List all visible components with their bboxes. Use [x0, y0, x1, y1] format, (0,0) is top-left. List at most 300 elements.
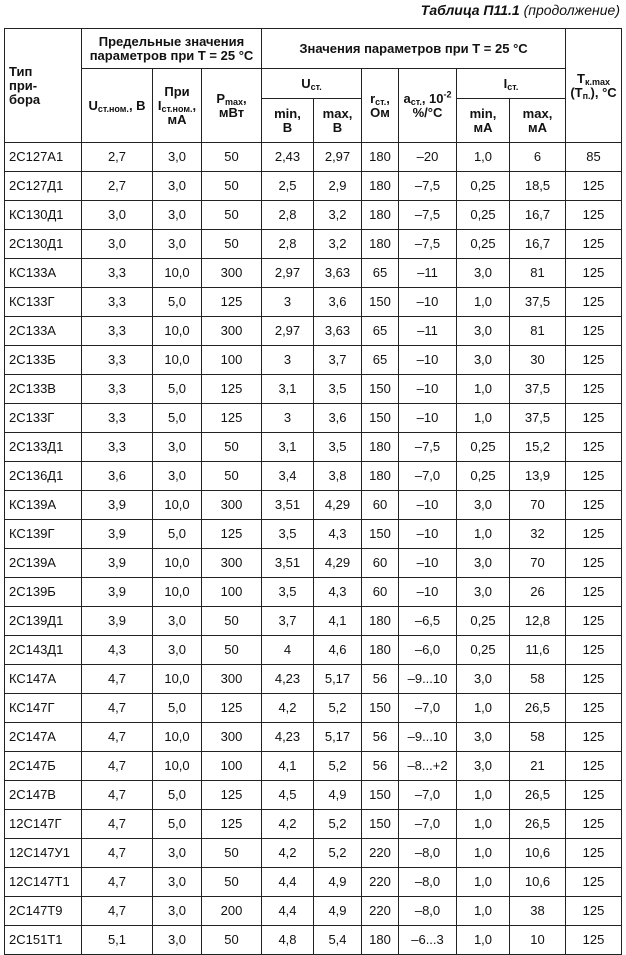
cell-tk: 125: [566, 665, 622, 694]
tk-paren-main: (T: [570, 84, 583, 100]
rst-main: r: [370, 90, 376, 106]
table-row: [5, 549, 622, 578]
cell-u-min: 4: [262, 636, 314, 665]
cell-u-nom: 3,3: [82, 259, 153, 288]
cell-u-max: 5,2: [314, 839, 362, 868]
table-row: [5, 694, 622, 723]
cell-pmax: 50: [202, 172, 262, 201]
cell-u-min: 3,7: [262, 607, 314, 636]
cell-ast: –6,0: [399, 636, 457, 665]
cell-pmax: 50: [202, 462, 262, 491]
i-nom-unit: , мА: [167, 97, 197, 127]
tk-main: T: [577, 70, 585, 86]
cell-rst: 65: [362, 317, 399, 346]
table-row: [5, 752, 622, 781]
cell-tk: 125: [566, 549, 622, 578]
cell-u-max: 4,3: [314, 578, 362, 607]
pmax-unit: , мВт: [218, 90, 247, 120]
cell-i-min: 3,0: [457, 723, 510, 752]
cell-type: 2С133Г: [5, 404, 82, 433]
table-row: [5, 520, 622, 549]
cell-ast: –11: [399, 317, 457, 346]
cell-type: 12С147У1: [5, 839, 82, 868]
cell-i-max: 15,2: [510, 433, 566, 462]
cell-u-max: 4,1: [314, 607, 362, 636]
cell-u-min: 3,1: [262, 433, 314, 462]
cell-ast: –11: [399, 259, 457, 288]
cell-rst: 180: [362, 433, 399, 462]
cell-u-nom: 2,7: [82, 143, 153, 172]
cell-i-max: 32: [510, 520, 566, 549]
table-row: [5, 897, 622, 926]
cell-i-nom: 3,0: [153, 839, 202, 868]
cell-i-max: 13,9: [510, 462, 566, 491]
cell-tk: 125: [566, 607, 622, 636]
cell-rst: 220: [362, 897, 399, 926]
ast-mult: , 10: [421, 90, 444, 106]
cell-u-max: 4,9: [314, 868, 362, 897]
table-row: [5, 665, 622, 694]
ast-main: a: [403, 90, 411, 106]
cell-i-nom: 5,0: [153, 375, 202, 404]
ast-exp: -2: [443, 89, 452, 100]
cell-u-max: 5,17: [314, 665, 362, 694]
cell-type: КС147А: [5, 665, 82, 694]
cell-type: 2С136Д1: [5, 462, 82, 491]
cell-rst: 180: [362, 636, 399, 665]
cell-tk: 85: [566, 143, 622, 172]
cell-i-nom: 5,0: [153, 810, 202, 839]
table-row: [5, 491, 622, 520]
cell-i-min: 3,0: [457, 752, 510, 781]
cell-i-max: 10,6: [510, 868, 566, 897]
cell-pmax: 125: [202, 404, 262, 433]
header-ist: [457, 69, 566, 99]
header-i-max: [510, 99, 566, 143]
cell-u-max: 3,63: [314, 317, 362, 346]
cell-pmax: 50: [202, 433, 262, 462]
cell-i-max: 37,5: [510, 404, 566, 433]
cell-u-max: 3,7: [314, 346, 362, 375]
cell-i-max: 70: [510, 549, 566, 578]
cell-u-max: 4,6: [314, 636, 362, 665]
header-i-min: [457, 99, 510, 143]
cell-ast: –20: [399, 143, 457, 172]
cell-ast: –7,0: [399, 781, 457, 810]
cell-tk: 125: [566, 346, 622, 375]
cell-i-min: 1,0: [457, 897, 510, 926]
cell-ast: –6...3: [399, 926, 457, 955]
cell-pmax: 100: [202, 346, 262, 375]
cell-i-min: 1,0: [457, 288, 510, 317]
cell-u-min: 3: [262, 346, 314, 375]
cell-u-max: 3,6: [314, 404, 362, 433]
cell-pmax: 125: [202, 694, 262, 723]
cell-u-nom: 4,7: [82, 752, 153, 781]
cell-rst: 180: [362, 143, 399, 172]
cell-ast: –8,0: [399, 839, 457, 868]
cell-u-max: 3,8: [314, 462, 362, 491]
cell-u-max: 3,2: [314, 201, 362, 230]
cell-ast: –7,0: [399, 810, 457, 839]
cell-i-nom: 5,0: [153, 694, 202, 723]
cell-pmax: 100: [202, 752, 262, 781]
cell-tk: 125: [566, 752, 622, 781]
cell-rst: 150: [362, 520, 399, 549]
cell-i-nom: 10,0: [153, 578, 202, 607]
cell-u-min: 3,5: [262, 578, 314, 607]
cell-u-min: 3,51: [262, 491, 314, 520]
cell-i-min: 1,0: [457, 839, 510, 868]
ust-sub: ст.: [310, 81, 322, 92]
header-type-label: Тип при-бора: [9, 63, 41, 107]
cell-u-min: 4,23: [262, 723, 314, 752]
cell-pmax: 50: [202, 607, 262, 636]
cell-rst: 56: [362, 723, 399, 752]
cell-i-max: 11,6: [510, 636, 566, 665]
header-pmax: [202, 69, 262, 143]
header-group-params: Значения параметров при T = 25 °С: [262, 29, 566, 69]
cell-type: 2С147Т9: [5, 897, 82, 926]
cell-u-max: 3,5: [314, 375, 362, 404]
cell-u-nom: 3,3: [82, 404, 153, 433]
cell-i-nom: 3,0: [153, 897, 202, 926]
cell-i-nom: 3,0: [153, 143, 202, 172]
cell-type: 2С147Б: [5, 752, 82, 781]
cell-i-max: 21: [510, 752, 566, 781]
cell-i-max: 6: [510, 143, 566, 172]
cell-type: КС130Д1: [5, 201, 82, 230]
cell-u-min: 2,8: [262, 201, 314, 230]
tk-unit: ), °С: [590, 84, 617, 100]
table-row: [5, 259, 622, 288]
cell-i-nom: 3,0: [153, 636, 202, 665]
cell-pmax: 50: [202, 926, 262, 955]
cell-tk: 125: [566, 897, 622, 926]
cell-type: 2С133Б: [5, 346, 82, 375]
cell-tk: 125: [566, 172, 622, 201]
cell-i-max: 70: [510, 491, 566, 520]
table-row: [5, 433, 622, 462]
cell-u-nom: 4,7: [82, 665, 153, 694]
table-row: [5, 926, 622, 955]
cell-u-nom: 3,6: [82, 462, 153, 491]
header-rst: [362, 69, 399, 143]
cell-tk: 125: [566, 810, 622, 839]
cell-i-nom: 10,0: [153, 665, 202, 694]
table-row: [5, 317, 622, 346]
cell-i-max: 16,7: [510, 230, 566, 259]
cell-i-min: 1,0: [457, 520, 510, 549]
cell-u-nom: 4,7: [82, 810, 153, 839]
header-group-limit: Предельные значения параметров при T = 25 °С: [82, 29, 262, 69]
cell-u-nom: 3,3: [82, 317, 153, 346]
cell-u-min: 4,1: [262, 752, 314, 781]
cell-i-max: 38: [510, 897, 566, 926]
cell-i-nom: 10,0: [153, 491, 202, 520]
cell-i-min: 0,25: [457, 607, 510, 636]
cell-u-nom: 3,9: [82, 491, 153, 520]
cell-tk: 125: [566, 723, 622, 752]
cell-u-max: 2,9: [314, 172, 362, 201]
cell-i-min: 3,0: [457, 578, 510, 607]
header-ast: [399, 69, 457, 143]
cell-type: 12С147Т1: [5, 868, 82, 897]
cell-u-min: 4,2: [262, 810, 314, 839]
cell-u-min: 4,8: [262, 926, 314, 955]
cell-u-min: 3: [262, 288, 314, 317]
cell-i-min: 0,25: [457, 636, 510, 665]
cell-i-min: 1,0: [457, 375, 510, 404]
cell-u-nom: 4,7: [82, 723, 153, 752]
cell-pmax: 50: [202, 636, 262, 665]
cell-type: 2С139Б: [5, 578, 82, 607]
caption-title: Таблица П11.1: [420, 2, 520, 18]
cell-i-min: 3,0: [457, 317, 510, 346]
caption-subtitle: (продолжение): [523, 2, 620, 18]
cell-i-max: 58: [510, 665, 566, 694]
cell-u-max: 4,9: [314, 897, 362, 926]
cell-rst: 150: [362, 288, 399, 317]
cell-type: 2С139А: [5, 549, 82, 578]
u-nom-unit: , В: [128, 97, 146, 113]
table-row: [5, 839, 622, 868]
cell-i-max: 81: [510, 259, 566, 288]
zener-diode-table: [4, 28, 622, 955]
cell-i-nom: 3,0: [153, 868, 202, 897]
cell-rst: 65: [362, 259, 399, 288]
cell-ast: –8,0: [399, 897, 457, 926]
cell-i-min: 3,0: [457, 549, 510, 578]
header-tk: [566, 29, 622, 143]
rst-sub: ст.: [375, 96, 387, 107]
cell-u-max: 4,3: [314, 520, 362, 549]
cell-i-max: 18,5: [510, 172, 566, 201]
header-u-nom: [82, 69, 153, 143]
cell-pmax: 300: [202, 549, 262, 578]
cell-u-nom: 4,7: [82, 839, 153, 868]
cell-u-max: 4,29: [314, 491, 362, 520]
cell-tk: 125: [566, 317, 622, 346]
rst-unit: , Ом: [370, 90, 390, 120]
cell-rst: 150: [362, 810, 399, 839]
cell-u-nom: 3,0: [82, 230, 153, 259]
cell-rst: 150: [362, 781, 399, 810]
cell-pmax: 300: [202, 259, 262, 288]
ust-main: U: [301, 75, 311, 91]
cell-tk: 125: [566, 926, 622, 955]
cell-u-min: 3,5: [262, 520, 314, 549]
cell-rst: 60: [362, 549, 399, 578]
cell-i-min: 0,25: [457, 230, 510, 259]
cell-i-min: 1,0: [457, 868, 510, 897]
i-nom-sub: ст.ном.: [161, 103, 193, 114]
cell-rst: 180: [362, 201, 399, 230]
pmax-sub: max: [225, 96, 244, 107]
cell-ast: –10: [399, 404, 457, 433]
cell-pmax: 300: [202, 665, 262, 694]
cell-u-max: 5,2: [314, 694, 362, 723]
cell-tk: 125: [566, 868, 622, 897]
cell-u-min: 2,8: [262, 230, 314, 259]
cell-pmax: 100: [202, 578, 262, 607]
cell-type: КС147Г: [5, 694, 82, 723]
cell-i-min: 1,0: [457, 810, 510, 839]
cell-ast: –7,5: [399, 172, 457, 201]
ist-main: I: [503, 75, 508, 91]
cell-pmax: 125: [202, 520, 262, 549]
cell-tk: 125: [566, 839, 622, 868]
cell-u-max: 3,6: [314, 288, 362, 317]
cell-u-nom: 4,3: [82, 636, 153, 665]
cell-u-min: 4,5: [262, 781, 314, 810]
cell-i-min: 3,0: [457, 665, 510, 694]
cell-i-min: 3,0: [457, 491, 510, 520]
cell-pmax: 300: [202, 491, 262, 520]
cell-u-max: 5,2: [314, 810, 362, 839]
cell-rst: 180: [362, 607, 399, 636]
cell-ast: –9...10: [399, 665, 457, 694]
cell-i-max: 26: [510, 578, 566, 607]
cell-u-nom: 3,9: [82, 607, 153, 636]
header-type: [5, 29, 82, 143]
header-ust: [262, 69, 362, 99]
cell-u-max: 3,5: [314, 433, 362, 462]
cell-type: КС139Г: [5, 520, 82, 549]
cell-tk: 125: [566, 375, 622, 404]
cell-i-max: 37,5: [510, 375, 566, 404]
cell-u-min: 2,97: [262, 259, 314, 288]
cell-type: 2С133В: [5, 375, 82, 404]
cell-u-min: 3,51: [262, 549, 314, 578]
cell-i-nom: 3,0: [153, 462, 202, 491]
cell-i-max: 37,5: [510, 288, 566, 317]
table-row: [5, 810, 622, 839]
cell-i-nom: 3,0: [153, 433, 202, 462]
cell-i-max: 10,6: [510, 839, 566, 868]
i-nom-main: I: [157, 97, 162, 113]
cell-tk: 125: [566, 433, 622, 462]
cell-i-min: 1,0: [457, 143, 510, 172]
cell-i-max: 81: [510, 317, 566, 346]
table-row: [5, 868, 622, 897]
cell-u-min: 2,5: [262, 172, 314, 201]
cell-i-nom: 3,0: [153, 172, 202, 201]
cell-i-min: 0,25: [457, 172, 510, 201]
i-nom-pre: При: [164, 83, 190, 99]
cell-type: КС139А: [5, 491, 82, 520]
cell-u-nom: 3,3: [82, 375, 153, 404]
cell-i-nom: 5,0: [153, 288, 202, 317]
cell-tk: 125: [566, 288, 622, 317]
cell-u-nom: 4,7: [82, 868, 153, 897]
cell-i-nom: 10,0: [153, 346, 202, 375]
cell-rst: 180: [362, 172, 399, 201]
cell-rst: 180: [362, 230, 399, 259]
cell-i-nom: 5,0: [153, 520, 202, 549]
cell-u-max: 4,29: [314, 549, 362, 578]
cell-pmax: 125: [202, 781, 262, 810]
cell-u-nom: 3,3: [82, 346, 153, 375]
table-row: [5, 172, 622, 201]
cell-i-nom: 10,0: [153, 317, 202, 346]
cell-u-min: 4,4: [262, 868, 314, 897]
u-nom-main: U: [88, 97, 98, 113]
cell-ast: –10: [399, 346, 457, 375]
cell-tk: 125: [566, 404, 622, 433]
cell-u-min: 4,4: [262, 897, 314, 926]
cell-i-min: 3,0: [457, 346, 510, 375]
cell-i-nom: 5,0: [153, 404, 202, 433]
cell-u-max: 3,2: [314, 230, 362, 259]
cell-ast: –10: [399, 578, 457, 607]
cell-pmax: 200: [202, 897, 262, 926]
table-row: [5, 636, 622, 665]
cell-u-nom: 3,3: [82, 288, 153, 317]
cell-u-min: 4,2: [262, 694, 314, 723]
cell-u-max: 5,4: [314, 926, 362, 955]
table-row: [5, 578, 622, 607]
cell-type: КС133А: [5, 259, 82, 288]
header-i-nom: [153, 69, 202, 143]
cell-ast: –8,0: [399, 868, 457, 897]
cell-i-nom: 10,0: [153, 259, 202, 288]
cell-ast: –10: [399, 288, 457, 317]
cell-pmax: 50: [202, 868, 262, 897]
cell-i-min: 1,0: [457, 926, 510, 955]
cell-i-max: 58: [510, 723, 566, 752]
cell-rst: 150: [362, 694, 399, 723]
cell-i-min: 0,25: [457, 433, 510, 462]
cell-type: 2С130Д1: [5, 230, 82, 259]
cell-tk: 125: [566, 694, 622, 723]
cell-i-min: 1,0: [457, 404, 510, 433]
cell-type: 2С143Д1: [5, 636, 82, 665]
cell-u-min: 2,97: [262, 317, 314, 346]
cell-tk: 125: [566, 491, 622, 520]
cell-type: 2С127Д1: [5, 172, 82, 201]
cell-rst: 56: [362, 752, 399, 781]
table-row: [5, 346, 622, 375]
cell-ast: –10: [399, 549, 457, 578]
cell-i-min: 1,0: [457, 694, 510, 723]
cell-u-max: 3,63: [314, 259, 362, 288]
cell-ast: –7,5: [399, 230, 457, 259]
cell-type: 2С147А: [5, 723, 82, 752]
cell-u-nom: 3,9: [82, 520, 153, 549]
cell-tk: 125: [566, 259, 622, 288]
cell-ast: –10: [399, 375, 457, 404]
cell-i-nom: 10,0: [153, 752, 202, 781]
cell-u-nom: 5,1: [82, 926, 153, 955]
table-row: [5, 288, 622, 317]
cell-tk: 125: [566, 636, 622, 665]
cell-ast: –7,5: [399, 201, 457, 230]
u-nom-sub: ст.ном.: [97, 103, 129, 114]
cell-pmax: 125: [202, 288, 262, 317]
table-caption: [421, 2, 620, 18]
cell-ast: –9...10: [399, 723, 457, 752]
cell-type: 2С139Д1: [5, 607, 82, 636]
i-max-label: max, мА: [522, 105, 553, 135]
cell-ast: –8...+2: [399, 752, 457, 781]
table-body: [5, 143, 622, 955]
cell-u-min: 4,23: [262, 665, 314, 694]
cell-tk: 125: [566, 230, 622, 259]
cell-tk: 125: [566, 462, 622, 491]
cell-i-min: 0,25: [457, 201, 510, 230]
cell-type: 12С147Г: [5, 810, 82, 839]
